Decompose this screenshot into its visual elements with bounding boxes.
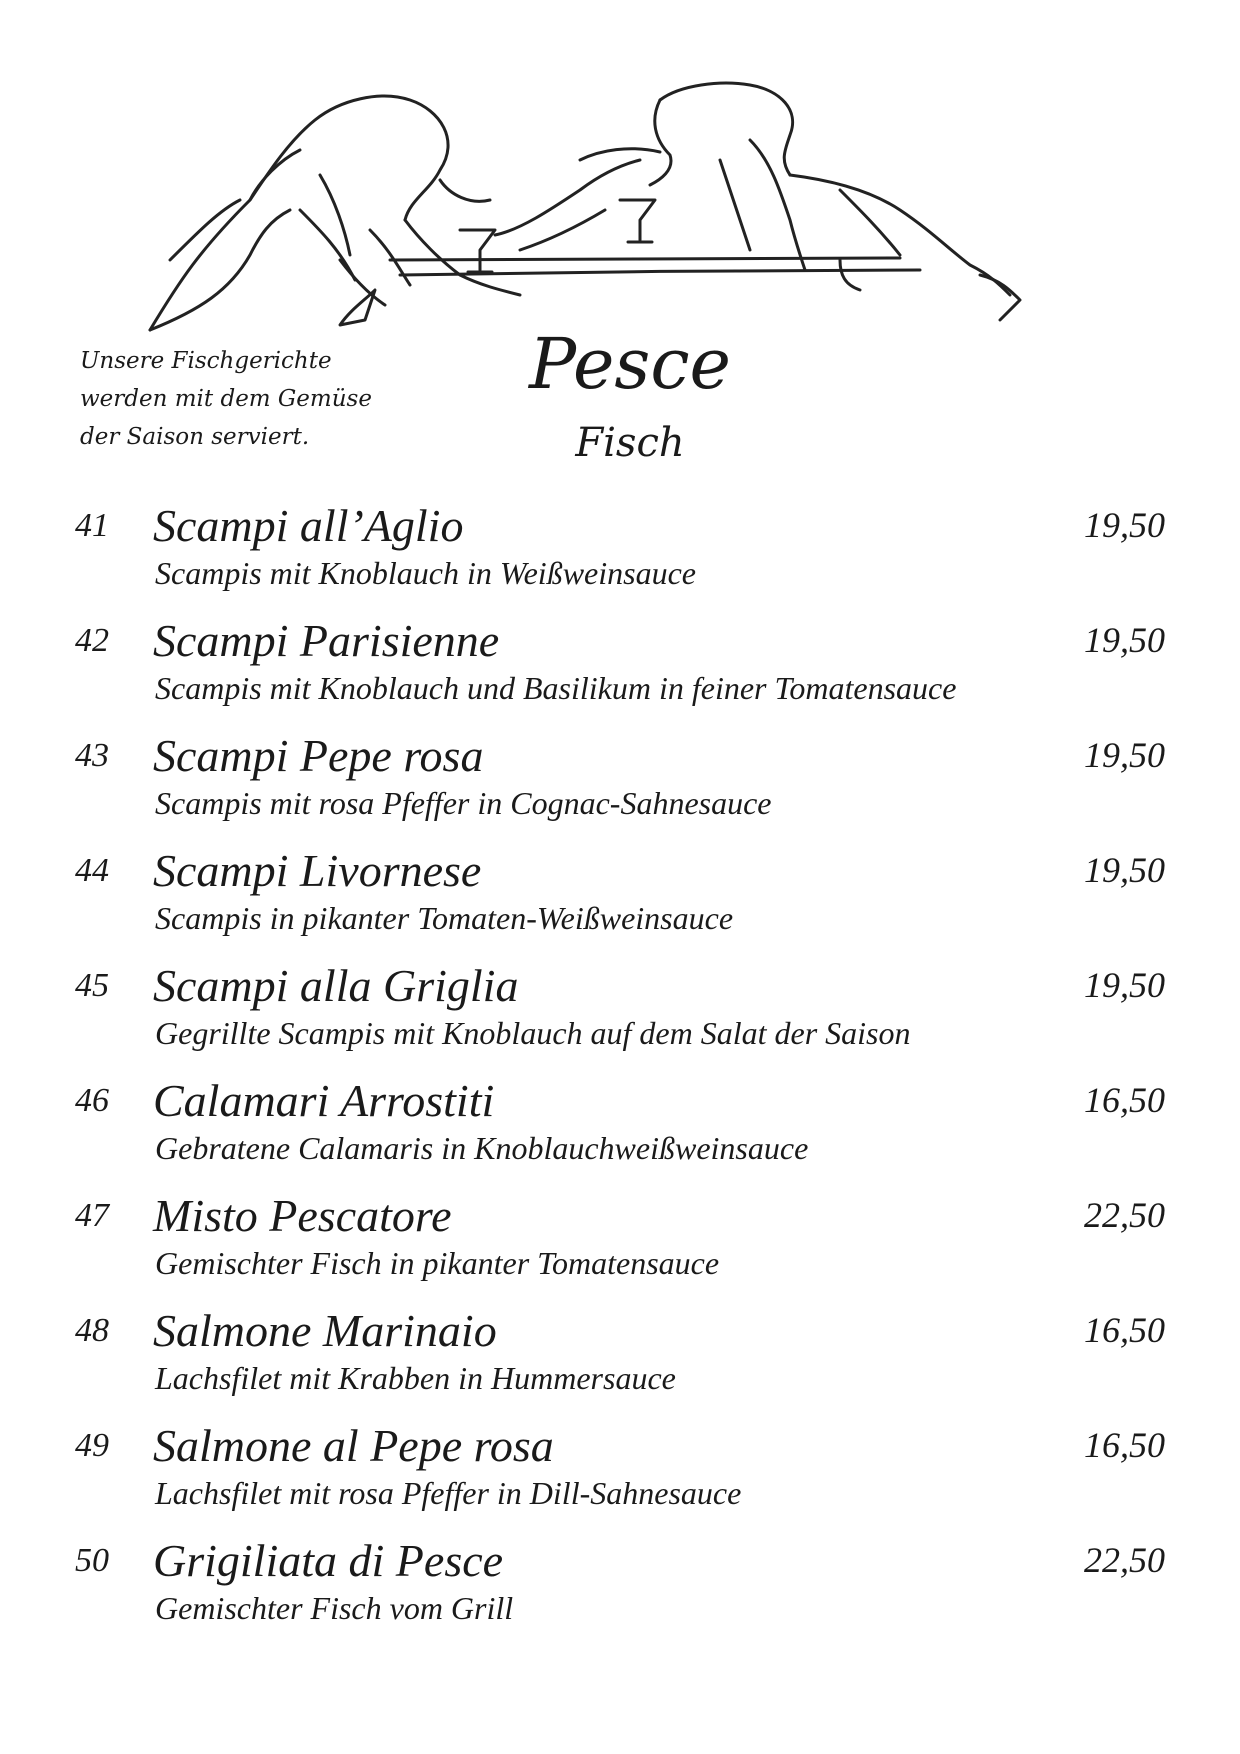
item-number: 41 — [75, 507, 109, 544]
item-price: 22,50 — [1084, 1540, 1165, 1580]
item-number: 48 — [75, 1312, 109, 1349]
item-description: Lachsfilet mit rosa Pfeffer in Dill-Sahnesauce — [155, 1475, 742, 1511]
menu-list — [75, 500, 1165, 1650]
item-description: Gegrillte Scampis mit Knoblauch auf dem Salat der Saison — [155, 1015, 911, 1051]
page-subtitle: Fisch — [575, 420, 685, 466]
menu-item — [75, 1075, 1165, 1190]
item-price: 22,50 — [1084, 1195, 1165, 1235]
item-number: 44 — [75, 852, 109, 889]
item-name: Salmone al Pepe rosa — [153, 1420, 554, 1471]
page-title: Pesce — [529, 323, 731, 405]
note-line: Unsere Fischgerichte — [80, 348, 332, 374]
menu-item — [75, 730, 1165, 845]
item-name: Calamari Arrostiti — [153, 1075, 495, 1126]
item-description: Scampis mit Knoblauch in Weißweinsauce — [155, 555, 696, 591]
item-number: 45 — [75, 967, 109, 1004]
item-name: Misto Pescatore — [153, 1190, 452, 1241]
menu-item — [75, 500, 1165, 615]
menu-item — [75, 1305, 1165, 1420]
item-name: Scampi Livornese — [153, 845, 482, 896]
menu-item — [75, 960, 1165, 1075]
menu-item — [75, 1535, 1165, 1650]
item-description: Gemischter Fisch vom Grill — [155, 1590, 514, 1626]
item-price: 19,50 — [1084, 735, 1165, 775]
item-price: 19,50 — [1084, 505, 1165, 545]
item-description: Scampis in pikanter Tomaten-Weißweinsauce — [155, 900, 734, 936]
item-name: Scampi all’Aglio — [153, 500, 464, 551]
item-name: Salmone Marinaio — [153, 1305, 497, 1356]
item-number: 43 — [75, 737, 109, 774]
item-price: 16,50 — [1084, 1080, 1165, 1120]
item-name: Scampi Pepe rosa — [153, 730, 484, 781]
item-description: Gebratene Calamaris in Knoblauchweißweinsauce — [155, 1130, 809, 1166]
item-number: 47 — [75, 1197, 109, 1234]
item-description: Scampis mit Knoblauch und Basilikum in feiner Tomatensauce — [155, 670, 957, 706]
item-description: Gemischter Fisch in pikanter Tomatensauce — [155, 1245, 720, 1281]
menu-item — [75, 1190, 1165, 1305]
item-number: 46 — [75, 1082, 109, 1119]
item-name: Scampi Parisienne — [153, 615, 500, 666]
menu-item — [75, 1420, 1165, 1535]
seasonal-vegetables-note — [80, 342, 400, 456]
item-name: Scampi alla Griglia — [153, 960, 519, 1011]
item-name: Grigiliata di Pesce — [153, 1535, 504, 1586]
menu-item — [75, 615, 1165, 730]
item-price: 16,50 — [1084, 1425, 1165, 1465]
item-price: 19,50 — [1084, 620, 1165, 660]
menu-item — [75, 845, 1165, 960]
item-price: 16,50 — [1084, 1310, 1165, 1350]
note-line: werden mit dem Gemüse — [80, 386, 372, 412]
note-line: der Saison serviert. — [80, 424, 310, 450]
dining-couple-sketch-icon — [140, 80, 1140, 340]
item-number: 42 — [75, 622, 109, 659]
item-number: 50 — [75, 1542, 109, 1579]
item-price: 19,50 — [1084, 965, 1165, 1005]
item-number: 49 — [75, 1427, 109, 1464]
item-price: 19,50 — [1084, 850, 1165, 890]
item-description: Lachsfilet mit Krabben in Hummersauce — [155, 1360, 676, 1396]
item-description: Scampis mit rosa Pfeffer in Cognac-Sahnesauce — [155, 785, 772, 821]
